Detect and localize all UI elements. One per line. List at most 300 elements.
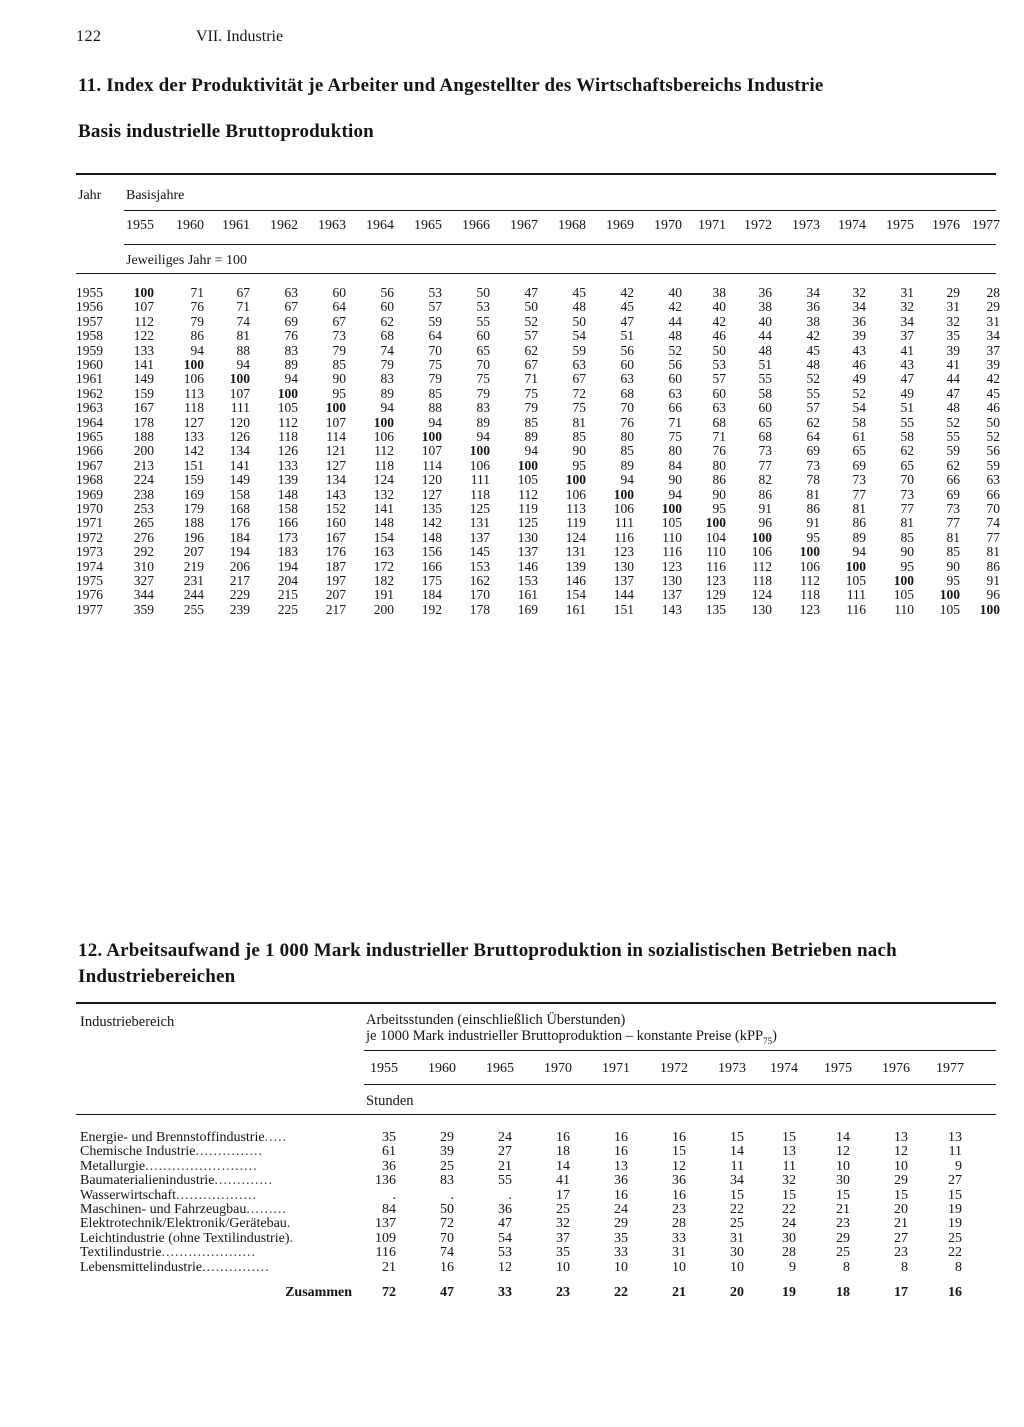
table12-year: 1972 — [660, 1061, 688, 1076]
table12-year: 1970 — [544, 1061, 572, 1076]
table12-cell: 8 — [955, 1259, 962, 1275]
table12-leader-dots: . — [286, 1216, 292, 1232]
table12-sector-label: Wasserwirtschaft — [80, 1187, 177, 1203]
table11-cell: 159 — [133, 385, 154, 401]
table11-cell: 43 — [852, 342, 866, 358]
table12-cell: 30 — [836, 1173, 850, 1189]
table12-year: 1974 — [770, 1061, 798, 1076]
table12-leader-dots: ..... — [264, 1130, 288, 1145]
table12-total-cell: 18 — [836, 1285, 850, 1300]
table11-cell: 168 — [229, 501, 250, 516]
table11-cell: 45 — [806, 342, 820, 358]
table11-cell: 95 — [900, 558, 914, 574]
table11-row-year: 1969 — [76, 486, 103, 502]
table11-cell: 76 — [620, 414, 634, 430]
table11-cell: 142 — [183, 443, 204, 459]
table11-cell: 219 — [183, 558, 204, 574]
table12-cell: 10 — [614, 1259, 628, 1275]
table11-cell: 79 — [380, 357, 394, 372]
table11-cell: 100 — [133, 285, 154, 300]
table11-cell: 66 — [668, 400, 682, 416]
table11-cell: 81 — [236, 328, 250, 344]
table11-row-year: 1974 — [76, 558, 103, 574]
table11-cell: 36 — [852, 313, 866, 329]
table11-row-year: 1963 — [76, 400, 103, 416]
table11-cell: 48 — [806, 357, 820, 372]
table11-row — [0, 314, 1024, 328]
table11-row — [0, 400, 1024, 414]
table12-cell: 18 — [556, 1144, 570, 1160]
table11-cell: 58 — [852, 414, 866, 430]
table11-base-rule — [124, 210, 996, 211]
table11-cell: 56 — [986, 443, 1000, 459]
table11-cell: 144 — [613, 587, 634, 603]
table11-cell: 68 — [712, 414, 726, 430]
table12-cell: 36 — [382, 1158, 396, 1174]
table12-year: 1977 — [936, 1061, 964, 1076]
table12-cell: 13 — [894, 1130, 908, 1145]
table12-cell: 15 — [836, 1187, 850, 1203]
table11-cell: 265 — [133, 515, 154, 531]
table11-cell: 39 — [946, 342, 960, 358]
table11-cell: 100 — [229, 371, 250, 387]
table11-cell: 143 — [325, 486, 346, 502]
table11-base-year: 1962 — [270, 218, 298, 233]
table11-cell: 70 — [620, 400, 634, 416]
table11-cell: 64 — [332, 299, 346, 315]
table11-cell: 50 — [986, 414, 1000, 430]
table11-cell: 172 — [373, 558, 394, 574]
table11-cell: 56 — [668, 357, 682, 372]
table11-base-year: 1974 — [838, 218, 866, 233]
table11-row — [0, 357, 1024, 371]
table11-cell: 36 — [806, 299, 820, 315]
table12-cell: 15 — [672, 1144, 686, 1160]
table12-cell: 70 — [440, 1230, 454, 1246]
table11-cell: 29 — [946, 285, 960, 300]
table12-sector-label: Energie- und Brennstoffindustrie — [80, 1130, 265, 1145]
table11-cell: 71 — [668, 414, 682, 430]
table11-cell: 127 — [325, 457, 346, 473]
table11-cell: 40 — [712, 299, 726, 315]
table11-row-year: 1961 — [76, 371, 103, 387]
table12-top-rule — [76, 1002, 996, 1004]
table11-cell: 49 — [852, 371, 866, 387]
table11-row — [0, 587, 1024, 601]
table11-cell: 130 — [517, 529, 538, 545]
table11-base-year: 1975 — [886, 218, 914, 233]
table11-cell: 85 — [428, 385, 442, 401]
table11-cell: 55 — [758, 371, 772, 387]
table12-cell: 84 — [382, 1202, 396, 1217]
table12-cell: 33 — [614, 1245, 628, 1261]
table11-cell: 151 — [613, 601, 634, 617]
table11-row-year: 1971 — [76, 515, 103, 531]
table11-cell: 94 — [190, 342, 204, 358]
table11-cell: 73 — [332, 328, 346, 344]
table11-cell: 81 — [900, 515, 914, 531]
table12-cell: 25 — [440, 1158, 454, 1174]
table12-cell: 36 — [672, 1173, 686, 1189]
table11-cell: 82 — [758, 472, 772, 488]
table11-row-year: 1960 — [76, 357, 103, 372]
table12-cell: 25 — [730, 1216, 744, 1232]
table11-cell: 167 — [325, 529, 346, 545]
table11-cell: 62 — [806, 414, 820, 430]
table11-cell: 48 — [758, 342, 772, 358]
table11-cell: 85 — [332, 357, 346, 372]
table11-cell: 292 — [133, 544, 154, 560]
table12-cell: 16 — [556, 1130, 570, 1145]
table11-cell: 50 — [712, 342, 726, 358]
table11-cell: 94 — [620, 472, 634, 488]
table12-cell: 12 — [894, 1144, 908, 1160]
table11-cell: 61 — [852, 429, 866, 444]
table11-cell: 55 — [900, 414, 914, 430]
table11-cell: 85 — [524, 414, 538, 430]
table11-cell: 100 — [565, 472, 586, 488]
table11-cell: 52 — [806, 371, 820, 387]
table11-cell: 116 — [706, 558, 726, 574]
table11-cell: 90 — [332, 371, 346, 387]
table11-cell: 40 — [758, 313, 772, 329]
table12-leader-dots: ............. — [214, 1173, 274, 1189]
table11-cell: 90 — [946, 558, 960, 574]
table11-cell: 106 — [183, 371, 204, 387]
table11-cell: 60 — [712, 385, 726, 401]
table11-cell: 176 — [325, 544, 346, 560]
table11-cell: 47 — [524, 285, 538, 300]
table12-year-rule — [364, 1084, 996, 1085]
table11-cell: 67 — [236, 285, 250, 300]
table11-cell: 41 — [900, 342, 914, 358]
table11-base-year: 1977 — [972, 218, 1000, 233]
table11-cell: 137 — [517, 544, 538, 560]
table11-cell: 36 — [758, 285, 772, 300]
table12-cell: 16 — [614, 1187, 628, 1203]
table11-cell: 154 — [373, 529, 394, 545]
table12-cell: 10 — [894, 1158, 908, 1174]
table12-cell: 15 — [730, 1187, 744, 1203]
table11-cell: 34 — [852, 299, 866, 315]
table11-cell: 169 — [517, 601, 538, 617]
table11-cell: 135 — [421, 501, 442, 516]
table11-cell: 107 — [325, 414, 346, 430]
table11-cell: 65 — [758, 414, 772, 430]
table11-cell: 60 — [476, 328, 490, 344]
table11-cell: 94 — [428, 414, 442, 430]
table11-cell: 89 — [620, 457, 634, 473]
table11-row-year: 1967 — [76, 457, 103, 473]
table11-cell: 95 — [332, 385, 346, 401]
table12-cell: 28 — [672, 1216, 686, 1232]
table11-cell: 119 — [518, 501, 538, 516]
table11-row-year: 1970 — [76, 501, 103, 516]
table11-cell: 105 — [661, 515, 682, 531]
table11-row-year: 1965 — [76, 429, 103, 444]
table11-row — [0, 443, 1024, 457]
table11-row — [0, 458, 1024, 472]
table11-cell: 45 — [986, 385, 1000, 401]
table11-cell: 188 — [133, 429, 154, 444]
table11-cell: 59 — [986, 457, 1000, 473]
table11-cell: 37 — [900, 328, 914, 344]
table11-cell: 57 — [712, 371, 726, 387]
table11-cell: 34 — [900, 313, 914, 329]
table11-cell: 50 — [572, 313, 586, 329]
table11-cell: 71 — [712, 429, 726, 444]
table11-cell: 42 — [806, 328, 820, 344]
table11-cell: 84 — [668, 457, 682, 473]
table11-cell: 76 — [284, 328, 298, 344]
table11-cell: 40 — [668, 285, 682, 300]
table12-cell: 47 — [498, 1216, 512, 1232]
table11-cell: 37 — [986, 342, 1000, 358]
table11-cell: 31 — [900, 285, 914, 300]
table11-cell: 148 — [421, 529, 442, 545]
table12-row — [0, 1216, 1024, 1230]
table11-cell: 178 — [133, 414, 154, 430]
table11-cell: 122 — [133, 328, 154, 344]
table11-cell: 55 — [476, 313, 490, 329]
table11-cell: 139 — [565, 558, 586, 574]
table11-subtitle: Basis industrielle Bruttoproduktion — [78, 121, 374, 142]
table12-cell: 39 — [440, 1144, 454, 1160]
table12-cell: 34 — [730, 1173, 744, 1189]
table11-cell: 105 — [517, 472, 538, 488]
table11-cell: 112 — [278, 414, 298, 430]
table11-cell: 65 — [852, 443, 866, 459]
table11-cell: 158 — [229, 486, 250, 502]
table11-cell: 156 — [421, 544, 442, 560]
table11-cell: 70 — [428, 342, 442, 358]
table12-row — [0, 1159, 1024, 1173]
table11-cell: 161 — [517, 587, 538, 603]
table11-cell: 111 — [846, 587, 866, 603]
table11-header-rule — [124, 244, 996, 245]
table11-cell: 88 — [236, 342, 250, 358]
table11-cell: 53 — [476, 299, 490, 315]
table11-cell: 60 — [668, 371, 682, 387]
table11-note: Jeweiliges Jahr = 100 — [126, 253, 248, 268]
table12-cell: 16 — [440, 1259, 454, 1275]
table11-cell: 100 — [421, 429, 442, 444]
table11-cell: 52 — [986, 429, 1000, 444]
table11-cell: 175 — [421, 573, 442, 588]
table11-cell: 71 — [190, 285, 204, 300]
table12-year: 1976 — [882, 1061, 910, 1076]
table12-desc-line2: je 1000 Mark industrieller Bruttoproduktion – konstante Preise (kPP$_{75}$) — [366, 1028, 777, 1046]
table11-cell: 94 — [380, 400, 394, 416]
table12-cell: 35 — [556, 1245, 570, 1261]
table12-leader-dots: .................. — [176, 1187, 258, 1203]
table12-cell: 9 — [789, 1259, 796, 1275]
table11-cell: 131 — [469, 515, 490, 531]
table11-cell: 188 — [183, 515, 204, 531]
table11-cell: 89 — [524, 429, 538, 444]
table11-cell: 75 — [668, 429, 682, 444]
table12-total-cell: 22 — [614, 1285, 628, 1300]
table11-row — [0, 343, 1024, 357]
table11-cell: 192 — [421, 601, 442, 617]
table12-sector-label: Metallurgie — [80, 1158, 146, 1174]
table11-cell: 112 — [518, 486, 538, 502]
table12-cell: 11 — [730, 1158, 744, 1174]
table11-cell: 94 — [668, 486, 682, 502]
table11-cell: 100 — [845, 558, 866, 574]
table12-row — [0, 1260, 1024, 1274]
table12-cell: 15 — [948, 1187, 962, 1203]
table11-cell: 137 — [661, 587, 682, 603]
table12-cell: 36 — [498, 1202, 512, 1217]
table11-row-year: 1972 — [76, 529, 103, 545]
table11-cell: 52 — [668, 342, 682, 358]
table12-cell: 12 — [836, 1144, 850, 1160]
table11-cell: 69 — [806, 443, 820, 459]
table11-cell: 100 — [751, 529, 772, 545]
table11-cell: 86 — [806, 501, 820, 516]
table11-cell: 183 — [277, 544, 298, 560]
table12-cell: 54 — [498, 1230, 512, 1246]
table11-cell: 64 — [428, 328, 442, 344]
table11-cell: 65 — [900, 457, 914, 473]
table12-cell: 19 — [948, 1216, 962, 1232]
table11-cell: 127 — [421, 486, 442, 502]
table11-cell: 100 — [893, 573, 914, 588]
table11-cell: 81 — [806, 486, 820, 502]
table12-cell: 31 — [730, 1230, 744, 1246]
table11-cell: 66 — [986, 486, 1000, 502]
table12-cell: 12 — [672, 1158, 686, 1174]
table11-cell: 32 — [852, 285, 866, 300]
table11-cell: 56 — [620, 342, 634, 358]
table12-cell: 27 — [498, 1144, 512, 1160]
table11-cell: 110 — [662, 529, 682, 545]
table11-cell: 51 — [900, 400, 914, 416]
table11-cell: 111 — [470, 472, 490, 488]
table11-cell: 94 — [524, 443, 538, 459]
table11-cell: 89 — [380, 385, 394, 401]
table11-cell: 130 — [661, 573, 682, 588]
table11-cell: 91 — [758, 501, 772, 516]
table11-cell: 63 — [284, 285, 298, 300]
table11-cell: 80 — [620, 429, 634, 444]
table11-cell: 134 — [229, 443, 250, 459]
table12-title-line1: 12. Arbeitsaufwand je 1 000 Mark industrieller Bruttoproduktion in sozialistischen Betrieben nach — [78, 940, 897, 961]
table11-cell: 48 — [572, 299, 586, 315]
table11-cell: 224 — [133, 472, 154, 488]
table11-cell: 69 — [852, 457, 866, 473]
table11-cell: 91 — [986, 573, 1000, 588]
table12-cell: 24 — [614, 1202, 628, 1217]
table11-cell: 35 — [946, 328, 960, 344]
table12-cell: 83 — [440, 1173, 454, 1189]
table11-cell: 127 — [183, 414, 204, 430]
table12-cell: 136 — [375, 1173, 396, 1189]
table12-cell: 35 — [382, 1130, 396, 1145]
table12-cell: 21 — [498, 1158, 512, 1174]
table11-cell: 77 — [946, 515, 960, 531]
chapter-title: VII. Industrie — [196, 28, 284, 45]
table11-cell: 207 — [325, 587, 346, 603]
table11-cell: 118 — [278, 429, 298, 444]
table11-cell: 44 — [758, 328, 772, 344]
table11-cell: 34 — [986, 328, 1000, 344]
table12-cell: 13 — [782, 1144, 796, 1160]
table12-cell: 11 — [948, 1144, 962, 1160]
table11-row — [0, 602, 1024, 616]
table11-cell: 49 — [900, 385, 914, 401]
table11-cell: 74 — [986, 515, 1000, 531]
table11-cell: 75 — [572, 400, 586, 416]
table11-cell: 91 — [806, 515, 820, 531]
table11-cell: 50 — [524, 299, 538, 315]
table12-year: 1975 — [824, 1061, 852, 1076]
table11-cell: 106 — [565, 486, 586, 502]
table11-cell: 52 — [524, 313, 538, 329]
table12-total-row — [0, 1285, 1024, 1299]
table11-row — [0, 472, 1024, 486]
table11-cell: 178 — [469, 601, 490, 617]
table11-cell: 100 — [979, 601, 1000, 617]
table11-cell: 194 — [229, 544, 250, 560]
table11-cell: 100 — [939, 587, 960, 603]
table11-cell: 62 — [900, 443, 914, 459]
table11-cell: 114 — [422, 457, 442, 473]
table11-cell: 170 — [469, 587, 490, 603]
table12-sector-label: Textilindustrie — [80, 1245, 162, 1261]
table11-cell: 31 — [986, 313, 1000, 329]
table12-cell: 12 — [498, 1259, 512, 1275]
table11-cell: 100 — [183, 357, 204, 372]
running-head — [76, 28, 284, 46]
table11-cell: 158 — [277, 501, 298, 516]
table11-row-year: 1964 — [76, 414, 103, 430]
table11-cell: 47 — [900, 371, 914, 387]
table11-cell: 45 — [572, 285, 586, 300]
table11-cell: 58 — [900, 429, 914, 444]
table11-cell: 81 — [852, 501, 866, 516]
table11-cell: 176 — [229, 515, 250, 531]
table12-cell: 72 — [440, 1216, 454, 1232]
table12-year: 1973 — [718, 1061, 746, 1076]
table11-cell: 74 — [380, 342, 394, 358]
table11-cell: 83 — [284, 342, 298, 358]
table12-cell: 23 — [836, 1216, 850, 1232]
table11-cell: 130 — [613, 558, 634, 574]
table11-cell: 34 — [806, 285, 820, 300]
table12-cell: 14 — [730, 1144, 744, 1160]
table11-cell: 52 — [852, 385, 866, 401]
table11-cell: 60 — [332, 285, 346, 300]
table11-cell: 107 — [421, 443, 442, 459]
table11-cell: 123 — [613, 544, 634, 560]
table11-cell: 184 — [229, 529, 250, 545]
table11-cell: 74 — [236, 313, 250, 329]
table12-sector-label: Maschinen- und Fahrzeugbau — [80, 1202, 247, 1217]
table11-base-label: Basisjahre — [126, 188, 185, 203]
table11-cell: 96 — [758, 515, 772, 531]
table12-total-cell: 20 — [730, 1285, 744, 1300]
table11-cell: 213 — [133, 457, 154, 473]
table11-cell: 100 — [661, 501, 682, 516]
table11-cell: 85 — [900, 529, 914, 545]
table11-cell: 94 — [236, 357, 250, 372]
table11-cell: 191 — [373, 587, 394, 603]
table11-cell: 159 — [183, 472, 204, 488]
table11-cell: 182 — [373, 573, 394, 588]
table11-cell: 51 — [758, 357, 772, 372]
